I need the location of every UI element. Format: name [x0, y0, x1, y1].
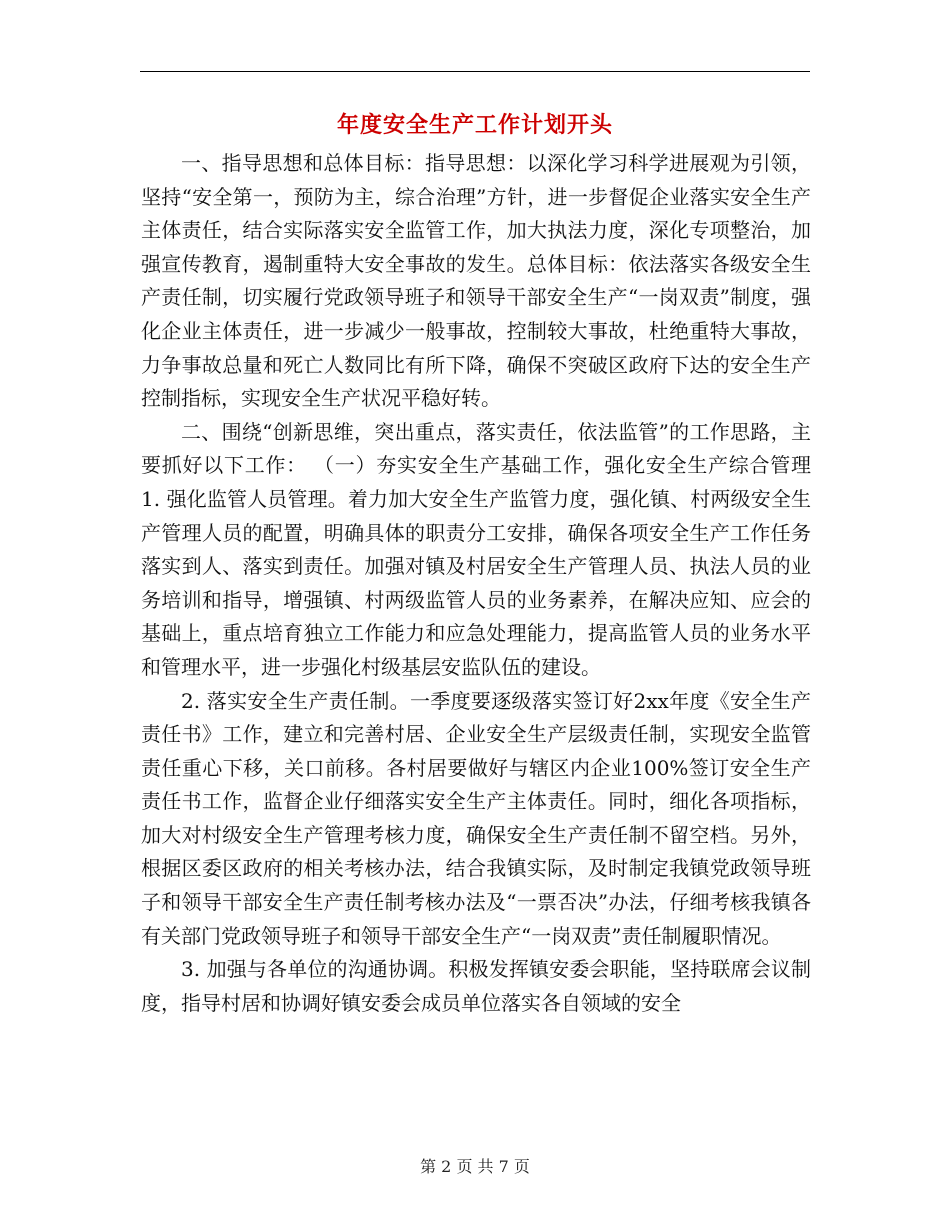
header-rule [140, 71, 810, 72]
document-title: 年度安全生产工作计划开头 [336, 112, 613, 138]
page-number: 第 2 页 共 7 页 [420, 1157, 530, 1176]
paragraph-guiding-thought: 一、指导思想和总体目标：指导思想：以深化学习科学进展观为引领，坚持“安全第一，预防为主，综合治理”方针，进一步督促企业落实安全生产主体责任，结合实际落实安全监管工作，加大执法力度，深化专项整治，加强宣传教育，遏制重特大安全事故的发生。总体目标：依法落实各级安全生产责任制，切实履行党政领导班子和领导干部安全生产“一岗双责”制度，强化企业主体责任，进一步减少一般事故，控制较大事故，杜绝重特大事故，力争事故总量和死亡人数同比有所下降，确保不突破区政府下达的安全生产控制指标，实现安全生产状况平稳好转。 [141, 151, 811, 411]
document-body [141, 147, 811, 1020]
paragraph-coordination: 3. 加强与各单位的沟通协调。积极发挥镇安委会职能，坚持联席会议制度，指导村居和协调好镇安委会成员单位落实各自领域的安全 [141, 957, 811, 1015]
paragraph-key-tasks: 二、围绕“创新思维，突出重点，落实责任，依法监管”的工作思路，主要抓好以下工作： （一）夯实安全生产基础工作，强化安全生产综合管理 1. 强化监管人员管理。着力加大安全生产监管力度，强化镇、村两级安全生产管理人员的配置，明确具体的职责分工安排，确保各项安全生产工作任务落实到人、落实到责任。加强对镇及村居安全生产管理人员、执法人员的业务培训和指导，增强镇、村两级监管人员的业务素养，在解决应知、应会的基础上，重点培育独立工作能力和应急处理能力，提高监管人员的业务水平和管理水平，进一步强化村级基层安监队伍的建设。 [141, 419, 811, 679]
paragraph-responsibility-system: 2. 落实安全生产责任制。一季度要逐级落实签订好2xx年度《安全生产责任书》工作，建立和完善村居、企业安全生产层级责任制，实现安全监管责任重心下移，关口前移。各村居要做好与辖区内企业100%签订安全生产责任书工作，监督企业仔细落实安全生产主体责任。同时，细化各项指标，加大对村级安全生产管理考核力度，确保安全生产责任制不留空档。另外，根据区委区政府的相关考核办法，结合我镇实际，及时制定我镇党政领导班子和领导干部安全生产责任制考核办法及“一票否决”办法，仔细考核我镇各有关部门党政领导班子和领导干部安全生产“一岗双责”责任制履职情况。 [141, 688, 811, 948]
